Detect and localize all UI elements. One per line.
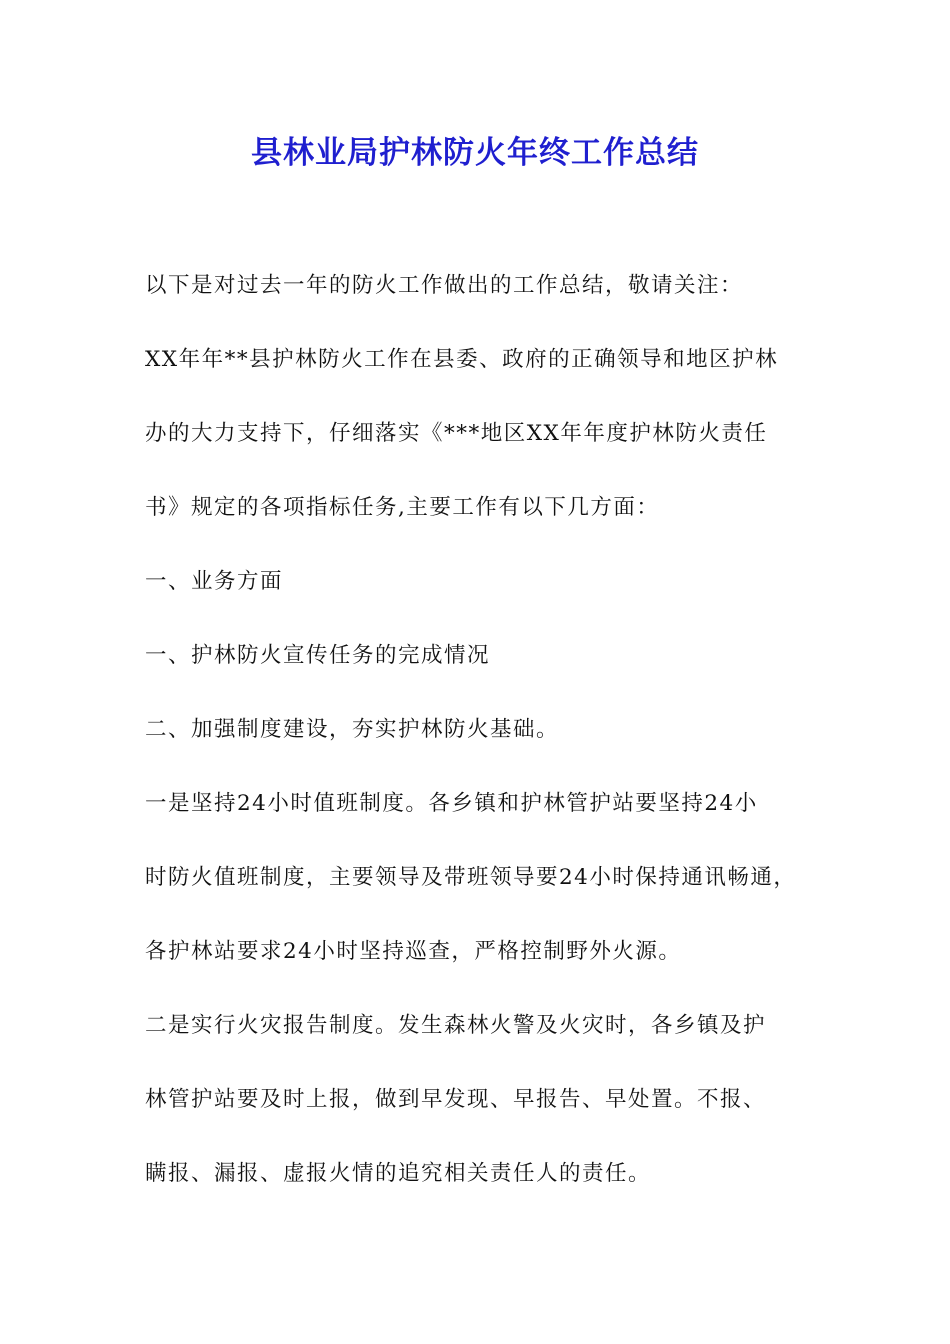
body-line-12: 林管护站要及时上报，做到早发现、早报告、早处置。不报、 [145, 1087, 767, 1112]
body-line-13: 瞒报、漏报、虚报火情的追究相关责任人的责任。 [145, 1161, 652, 1186]
body-line-3: 办的大力支持下，仔细落实《***地区XX年年度护林防火责任 [145, 421, 768, 446]
body-line-9: 时防火值班制度，主要领导及带班领导要24小时保持通讯畅通， [145, 865, 797, 890]
document-body [145, 264, 815, 1226]
body-line-4: 书》规定的各项指标任务,主要工作有以下几方面： [145, 495, 660, 520]
subsection-heading-system: 二、加强制度建设，夯实护林防火基础。 [145, 717, 560, 742]
section-heading-business: 一、业务方面 [145, 569, 284, 594]
body-line-10: 各护林站要求24小时坚持巡查，严格控制野外火源。 [145, 939, 682, 964]
document-title: 县林业局护林防火年终工作总结 [251, 135, 699, 171]
body-line-1: 以下是对过去一年的防火工作做出的工作总结，敬请关注： [145, 273, 744, 298]
body-line-8: 一是坚持24小时值班制度。各乡镇和护林管护站要坚持24小 [145, 791, 758, 816]
subsection-heading-publicity: 一、护林防火宣传任务的完成情况 [145, 643, 491, 668]
body-line-2: XX年年**县护林防火工作在县委、政府的正确领导和地区护林 [145, 347, 779, 372]
body-line-11: 二是实行火灾报告制度。发生森林火警及火灾时，各乡镇及护 [145, 1013, 767, 1038]
